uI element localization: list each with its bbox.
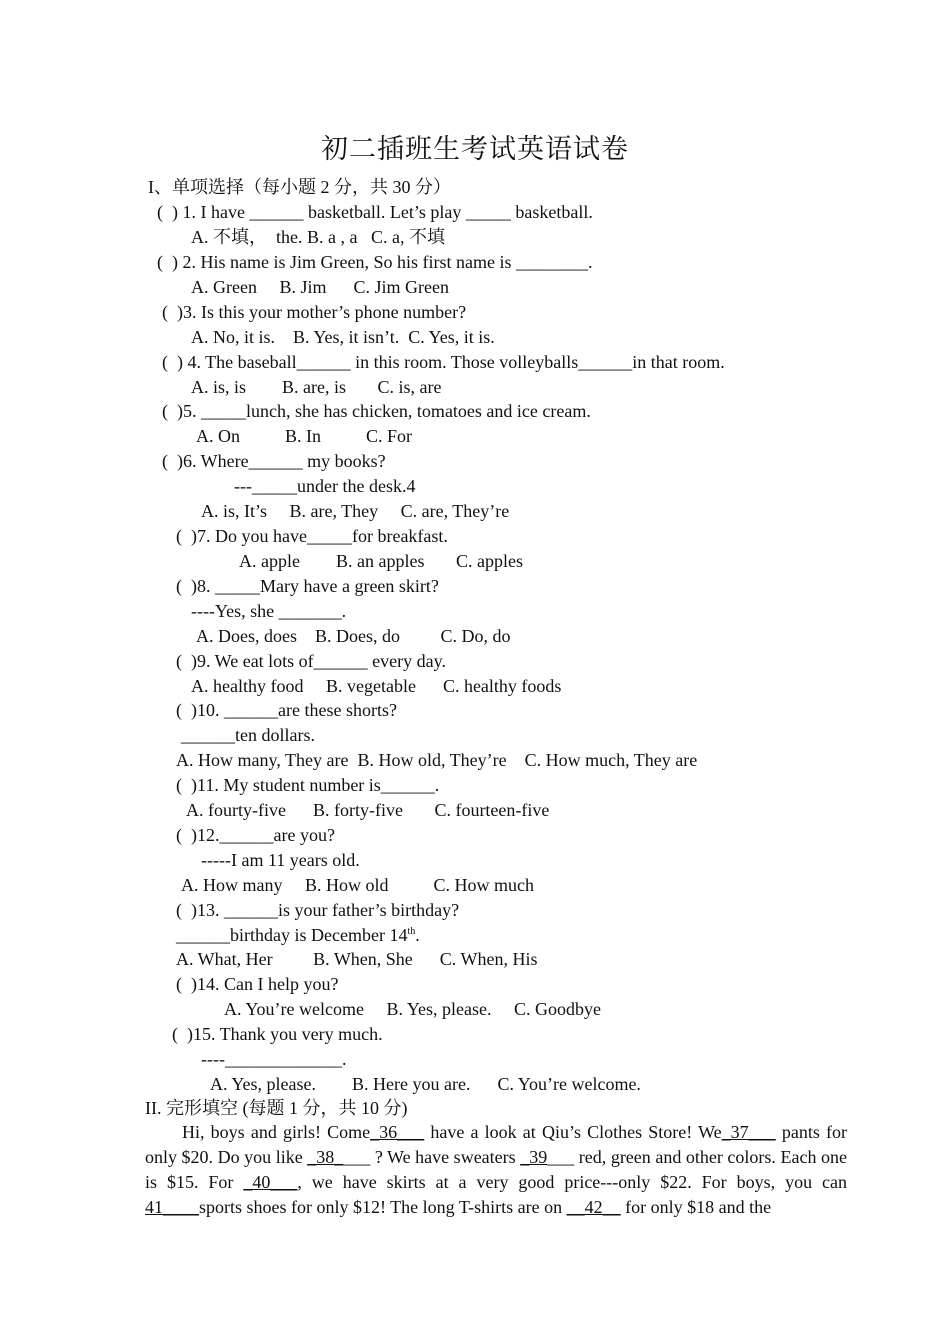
question-7-options: A. apple B. an apples C. apples xyxy=(239,551,523,571)
question-10-response: ______ten dollars. xyxy=(181,725,315,745)
question-5-options: A. On B. In C. For xyxy=(196,426,413,446)
question-2: ( ) 2. His name is Jim Green, So his first name is ________. xyxy=(157,252,593,272)
question-14-options: A. You’re welcome B. Yes, please. C. Goodbye xyxy=(224,999,601,1019)
question-9: ( )9. We eat lots of______ every day. xyxy=(176,651,446,671)
section1-heading: I、单项选择（每小题 2 分，共 30 分） xyxy=(148,177,451,197)
question-1-options: A. 不填， the. B. a , a C. a, 不填 xyxy=(191,227,445,247)
passage-text-8: for only $18 and the xyxy=(620,1197,772,1217)
blank-37: _37___ xyxy=(721,1122,776,1142)
question-15: ( )15. Thank you very much. xyxy=(172,1024,383,1044)
question-3: ( )3. Is this your mother’s phone number? xyxy=(162,302,467,322)
question-15-response: ----_____________. xyxy=(201,1049,347,1069)
question-13: ( )13. ______is your father’s birthday? xyxy=(176,900,460,920)
question-11-options: A. fourty-five B. forty-five C. fourteen-five xyxy=(186,800,550,820)
question-13-response xyxy=(176,923,420,947)
exam-title: 初二插班生考试英语试卷 xyxy=(321,134,629,164)
passage-text-6: , we have skirts at a very good price---only $22. For boys, you can xyxy=(297,1172,847,1192)
question-5: ( )5. _____lunch, she has chicken, tomatoes and ice cream. xyxy=(162,401,591,421)
blank-42: __42__ xyxy=(566,1197,621,1217)
question-10-options: A. How many, They are B. How old, They’re C. How much, They are xyxy=(176,750,698,770)
question-12: ( )12.______are you? xyxy=(176,825,335,845)
section2-heading: II. 完形填空 (每题 1 分，共 10 分) xyxy=(145,1098,408,1118)
blank-38: _38_ xyxy=(307,1147,344,1167)
passage-text-5: ___ red, green and other colors. Each one is $15. For xyxy=(145,1147,847,1192)
question-8-options: A. Does, does B. Does, do C. Do, do xyxy=(196,626,511,646)
question-9-options: A. healthy food B. vegetable C. healthy foods xyxy=(191,676,562,696)
passage-text-3: pants for only $20. Do you like xyxy=(145,1122,847,1167)
question-6-response: ---_____under the desk.4 xyxy=(234,476,416,496)
passage-text-1: Hi, boys and girls! Come xyxy=(182,1122,371,1142)
question-10: ( )10. ______are these shorts? xyxy=(176,700,397,720)
question-15-options: A. Yes, please. B. Here you are. C. You’re welcome. xyxy=(210,1074,641,1094)
ordinal-suffix: th xyxy=(407,926,416,937)
question-1: ( ) 1. I have ______ basketball. Let’s play _____ basketball. xyxy=(157,202,593,222)
question-8-response: ----Yes, she _______. xyxy=(191,601,347,621)
question-13-response-period: . xyxy=(415,925,420,945)
blank-41: 41____ xyxy=(145,1197,199,1217)
question-7: ( )7. Do you have_____for breakfast. xyxy=(176,526,448,546)
blank-36: _36___ xyxy=(370,1122,425,1142)
blank-40: _40___ xyxy=(243,1172,298,1192)
question-13-options: A. What, Her B. When, She C. When, His xyxy=(176,949,538,969)
blank-39: _39 xyxy=(520,1147,548,1167)
question-14: ( )14. Can I help you? xyxy=(176,974,339,994)
question-8: ( )8. _____Mary have a green skirt? xyxy=(176,576,439,596)
question-2-options: A. Green B. Jim C. Jim Green xyxy=(191,277,449,297)
question-12-response: -----I am 11 years old. xyxy=(201,850,360,870)
question-6-options: A. is, It’s B. are, They C. are, They’re xyxy=(201,501,510,521)
question-4: ( ) 4. The baseball______ in this room. Those volleyballs______in that room. xyxy=(162,352,725,372)
question-11: ( )11. My student number is______. xyxy=(176,775,440,795)
passage-text-7: sports shoes for only $12! The long T-shirts are on xyxy=(199,1197,567,1217)
question-3-options: A. No, it is. B. Yes, it isn’t. C. Yes, it is. xyxy=(191,327,495,347)
passage-text-4: ___ ? We have sweaters xyxy=(343,1147,521,1167)
question-12-options: A. How many B. How old C. How much xyxy=(181,875,534,895)
question-6: ( )6. Where______ my books? xyxy=(162,451,386,471)
cloze-passage xyxy=(145,1120,847,1220)
passage-text-2: have a look at Qiu’s Clothes Store! We xyxy=(424,1122,722,1142)
question-13-response-text: ______birthday is December 14 xyxy=(176,925,408,945)
question-4-options: A. is, is B. are, is C. is, are xyxy=(191,377,442,397)
